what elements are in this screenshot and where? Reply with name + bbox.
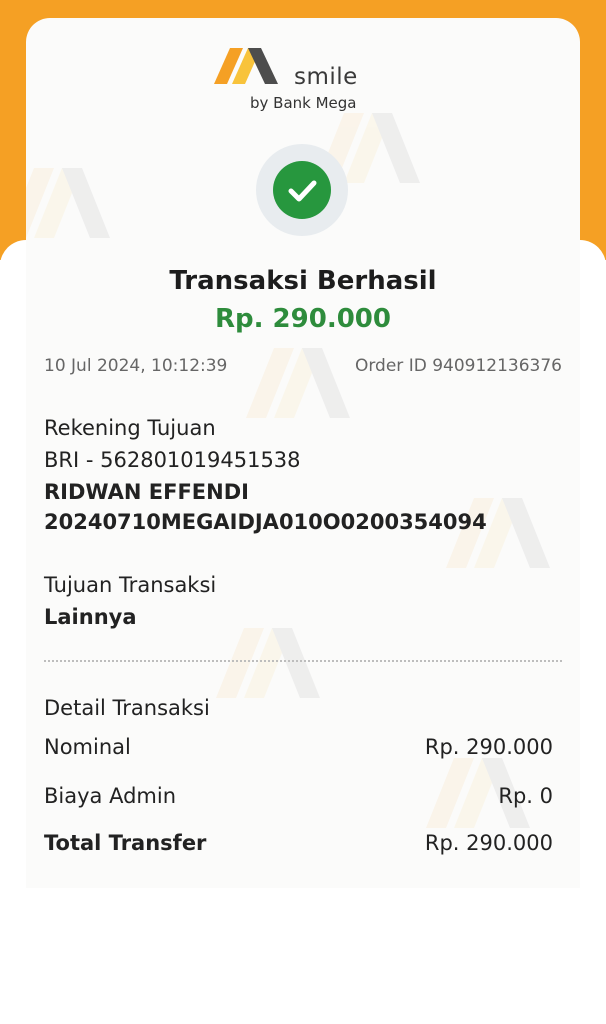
brand-logo	[212, 44, 372, 114]
total-transfer-label: Total Transfer	[44, 831, 207, 855]
brand-name: smile	[294, 64, 358, 90]
check-circle-icon	[273, 161, 331, 219]
success-badge	[256, 144, 348, 236]
watermark-logo-icon	[246, 348, 366, 418]
recipient-name: RIDWAN EFFENDI	[44, 480, 249, 504]
nominal-value: Rp. 290.000	[424, 735, 553, 759]
brand-subtitle: by Bank Mega	[250, 94, 357, 112]
purpose-label: Tujuan Transaksi	[44, 573, 217, 597]
order-id: Order ID 940912136376	[354, 356, 562, 376]
transfer-reference: 20240710MEGAIDJA010O0200354094	[44, 510, 487, 534]
admin-fee-value: Rp. 0	[498, 784, 553, 808]
status-title: Transaksi Berhasil	[169, 266, 437, 296]
recipient-label: Rekening Tujuan	[44, 416, 216, 440]
status-amount: Rp. 290.000	[215, 304, 391, 334]
purpose-value: Lainnya	[44, 605, 137, 629]
divider	[44, 660, 562, 662]
receipt-card	[26, 18, 580, 888]
nominal-label: Nominal	[44, 735, 131, 759]
smile-logo-icon	[212, 44, 290, 88]
total-transfer-value: Rp. 290.000	[424, 831, 553, 855]
details-label: Detail Transaksi	[44, 696, 210, 720]
transaction-datetime: 10 Jul 2024, 10:12:39	[44, 356, 228, 376]
watermark-logo-icon	[26, 168, 126, 238]
watermark-logo-icon	[216, 628, 336, 698]
admin-fee-label: Biaya Admin	[44, 784, 177, 808]
recipient-account: BRI - 562801019451538	[44, 448, 301, 472]
